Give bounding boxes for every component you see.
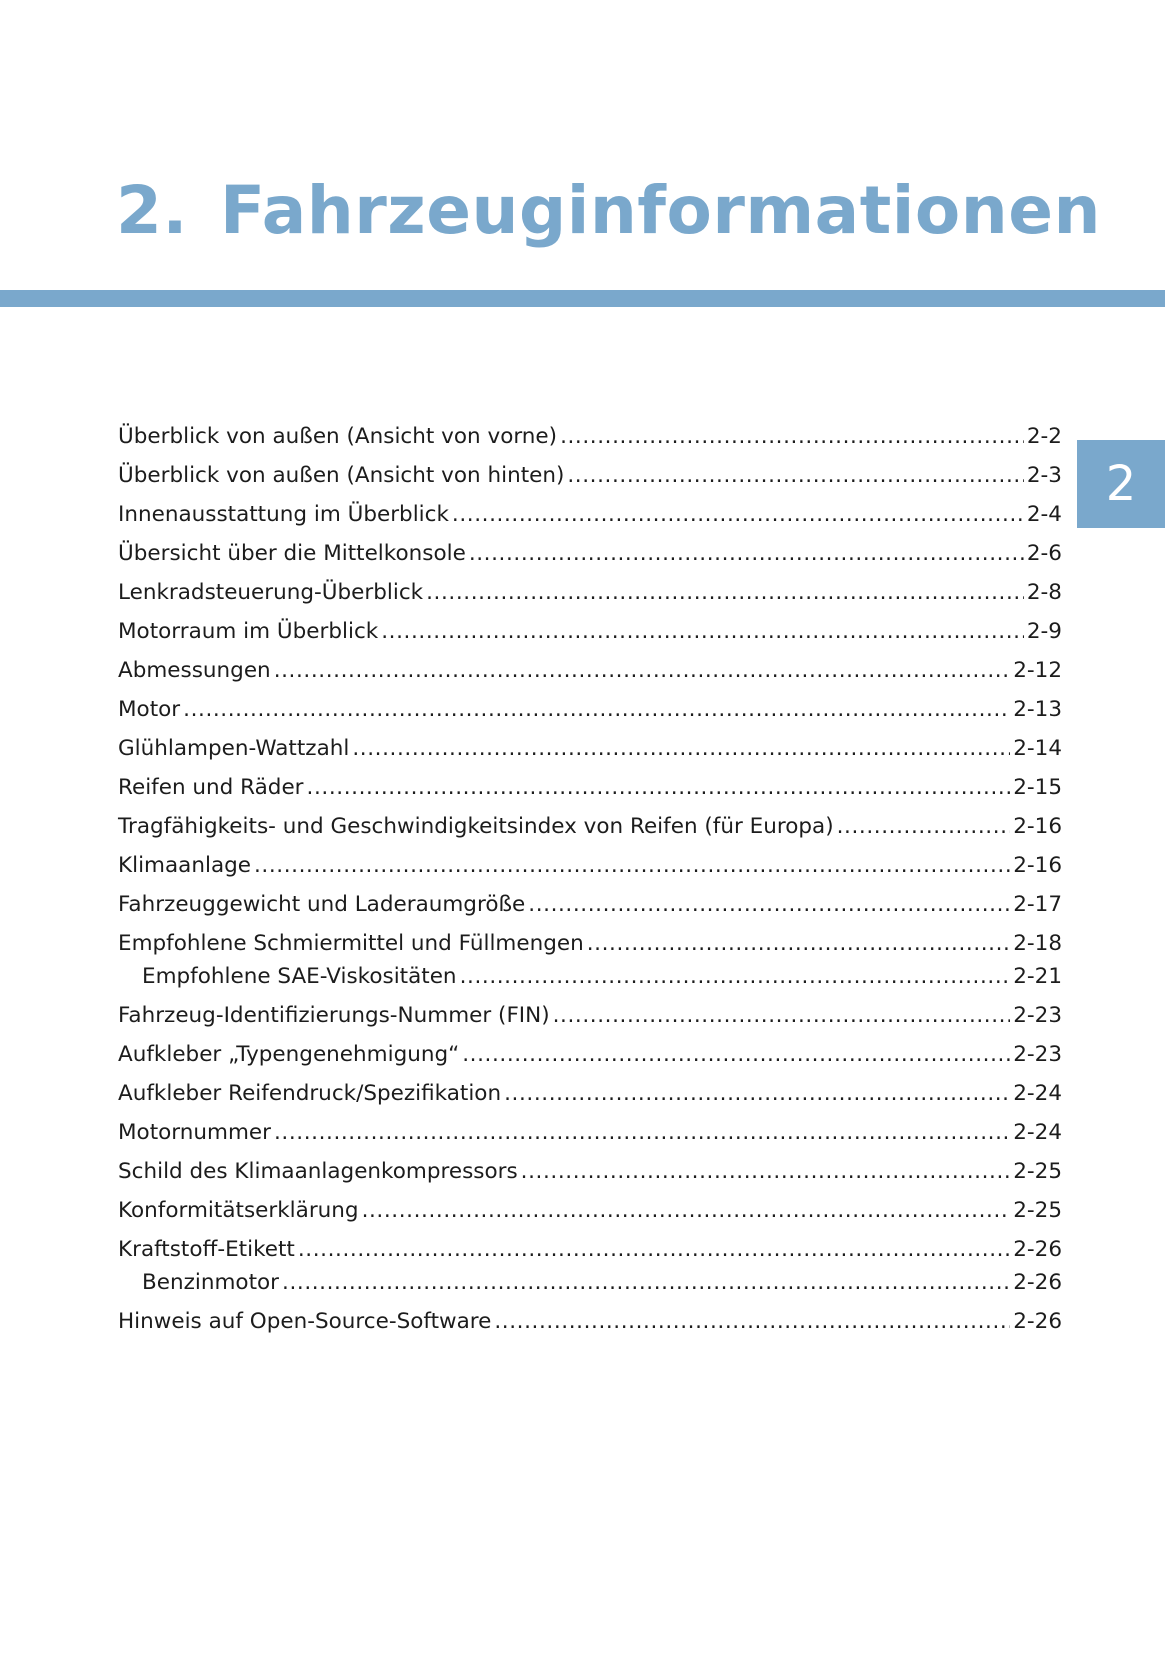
toc-entry-page: 2-13	[1013, 697, 1062, 722]
toc-entry-page: 2-23	[1013, 1003, 1062, 1028]
toc-entry-label: Aufkleber Reifendruck/Spezifikation	[118, 1081, 502, 1106]
toc-entry-page: 2-26	[1013, 1237, 1062, 1262]
toc-entry[interactable]	[118, 1235, 1062, 1265]
toc-entry[interactable]	[118, 461, 1062, 491]
toc-entry[interactable]	[118, 1118, 1062, 1148]
chapter-number: 2.	[116, 172, 188, 249]
toc-dot-leader	[504, 1079, 1010, 1109]
toc-entry-label: Fahrzeuggewicht und Laderaumgröße	[118, 892, 526, 917]
toc-entry-page: 2-14	[1013, 736, 1062, 761]
toc-dot-leader	[426, 578, 1024, 608]
toc-entry-label: Motorraum im Überblick	[118, 619, 379, 644]
toc-entry-page: 2-26	[1013, 1270, 1062, 1295]
toc-entry-page: 2-8	[1026, 580, 1062, 605]
toc-entry[interactable]	[118, 422, 1062, 452]
toc-entry-label: Konformitätserklärung	[118, 1198, 359, 1223]
toc-entry-page: 2-16	[1013, 853, 1062, 878]
toc-dot-leader	[282, 1268, 1010, 1298]
toc-entry-label: Reifen und Räder	[118, 775, 304, 800]
toc-entry[interactable]	[118, 539, 1062, 569]
toc-dot-leader	[460, 962, 1011, 992]
toc-entry-page: 2-9	[1026, 619, 1062, 644]
toc-dot-leader	[274, 656, 1011, 686]
toc-entry-page: 2-15	[1013, 775, 1062, 800]
toc-entry[interactable]	[118, 773, 1062, 803]
toc-entry[interactable]	[118, 1307, 1062, 1337]
toc-dot-leader	[307, 773, 1011, 803]
chapter-title	[116, 172, 1101, 249]
toc-entry-label: Aufkleber „Typengenehmigung“	[118, 1042, 460, 1067]
toc-entry-label: Hinweis auf Open-Source-Software	[118, 1309, 492, 1334]
title-rule	[0, 290, 1165, 307]
toc-entry-label: Benzinmotor	[142, 1270, 280, 1295]
toc-entry-label: Kraftstoff-Etikett	[118, 1237, 295, 1262]
toc-entry[interactable]	[118, 578, 1062, 608]
toc-entry[interactable]	[118, 962, 1062, 992]
toc-dot-leader	[567, 461, 1024, 491]
toc-entry-label: Fahrzeug-Identifizierungs-Nummer (FIN)	[118, 1003, 550, 1028]
toc-entry[interactable]	[118, 1196, 1062, 1226]
toc-dot-leader	[521, 1157, 1011, 1187]
toc-entry-page: 2-3	[1026, 463, 1062, 488]
toc-entry-label: Abmessungen	[118, 658, 271, 683]
toc-entry-page: 2-4	[1026, 502, 1062, 527]
chapter-tab-label: 2	[1105, 456, 1137, 512]
toc-entry-page: 2-26	[1013, 1309, 1062, 1334]
toc-entry-label: Empfohlene Schmiermittel und Füllmengen	[118, 931, 584, 956]
toc-entry-label: Überblick von außen (Ansicht von vorne)	[118, 424, 558, 449]
toc-dot-leader	[587, 929, 1010, 959]
toc-entry[interactable]	[118, 851, 1062, 881]
toc-dot-leader	[183, 695, 1010, 725]
toc-entry-page: 2-18	[1013, 931, 1062, 956]
toc-dot-leader	[452, 500, 1024, 530]
toc-entry-label: Übersicht über die Mittelkonsole	[118, 541, 466, 566]
toc-dot-leader	[362, 1196, 1011, 1226]
toc-entry-label: Lenkradsteuerung-Überblick	[118, 580, 424, 605]
toc-entry[interactable]	[118, 890, 1062, 920]
chapter-title-text: Fahrzeuginformationen	[220, 172, 1101, 249]
toc-dot-leader	[462, 1040, 1010, 1070]
chapter-tab	[1077, 440, 1165, 528]
toc-entry-page: 2-6	[1026, 541, 1062, 566]
toc-entry[interactable]	[118, 695, 1062, 725]
toc-entry[interactable]	[118, 1001, 1062, 1031]
toc-entry[interactable]	[118, 656, 1062, 686]
toc-entry-page: 2-2	[1026, 424, 1062, 449]
toc-entry[interactable]	[118, 812, 1062, 842]
toc-entry[interactable]	[118, 929, 1062, 959]
toc-entry[interactable]	[118, 617, 1062, 647]
toc-dot-leader	[494, 1307, 1010, 1337]
toc-entry-page: 2-12	[1013, 658, 1062, 683]
toc-dot-leader	[553, 1001, 1011, 1031]
toc-entry[interactable]	[118, 734, 1062, 764]
toc-entry-label: Glühlampen-Wattzahl	[118, 736, 350, 761]
toc-entry-label: Tragfähigkeits- und Geschwindigkeitsindex von Reifen (für Europa)	[118, 814, 834, 839]
toc-entry-label: Überblick von außen (Ansicht von hinten)	[118, 463, 565, 488]
toc-dot-leader	[254, 851, 1010, 881]
toc-entry-page: 2-23	[1013, 1042, 1062, 1067]
toc-entry-label: Motornummer	[118, 1120, 271, 1145]
toc-entry[interactable]	[118, 1268, 1062, 1298]
toc-dot-leader	[528, 890, 1010, 920]
toc-entry-page: 2-25	[1013, 1198, 1062, 1223]
toc-dot-leader	[469, 539, 1024, 569]
toc-dot-leader	[352, 734, 1010, 764]
toc-entry-page: 2-24	[1013, 1120, 1062, 1145]
toc-entry-label: Schild des Klimaanlagenkompressors	[118, 1159, 518, 1184]
toc-dot-leader	[837, 812, 1011, 842]
toc-entry-page: 2-17	[1013, 892, 1062, 917]
toc-entry-label: Innenausstattung im Überblick	[118, 502, 449, 527]
toc-entry[interactable]	[118, 1079, 1062, 1109]
toc-dot-leader	[560, 422, 1024, 452]
toc-entry[interactable]	[118, 1040, 1062, 1070]
toc-dot-leader	[298, 1235, 1010, 1265]
toc-entry[interactable]	[118, 1157, 1062, 1187]
toc-dot-leader	[381, 617, 1024, 647]
toc-entry-label: Motor	[118, 697, 181, 722]
toc-entry[interactable]	[118, 500, 1062, 530]
toc-entry-label: Empfohlene SAE-Viskositäten	[142, 964, 457, 989]
toc-entry-page: 2-25	[1013, 1159, 1062, 1184]
toc-entry-label: Klimaanlage	[118, 853, 251, 878]
toc-dot-leader	[274, 1118, 1010, 1148]
toc-entry-page: 2-24	[1013, 1081, 1062, 1106]
toc-entry-page: 2-16	[1013, 814, 1062, 839]
toc-entry-page: 2-21	[1013, 964, 1062, 989]
